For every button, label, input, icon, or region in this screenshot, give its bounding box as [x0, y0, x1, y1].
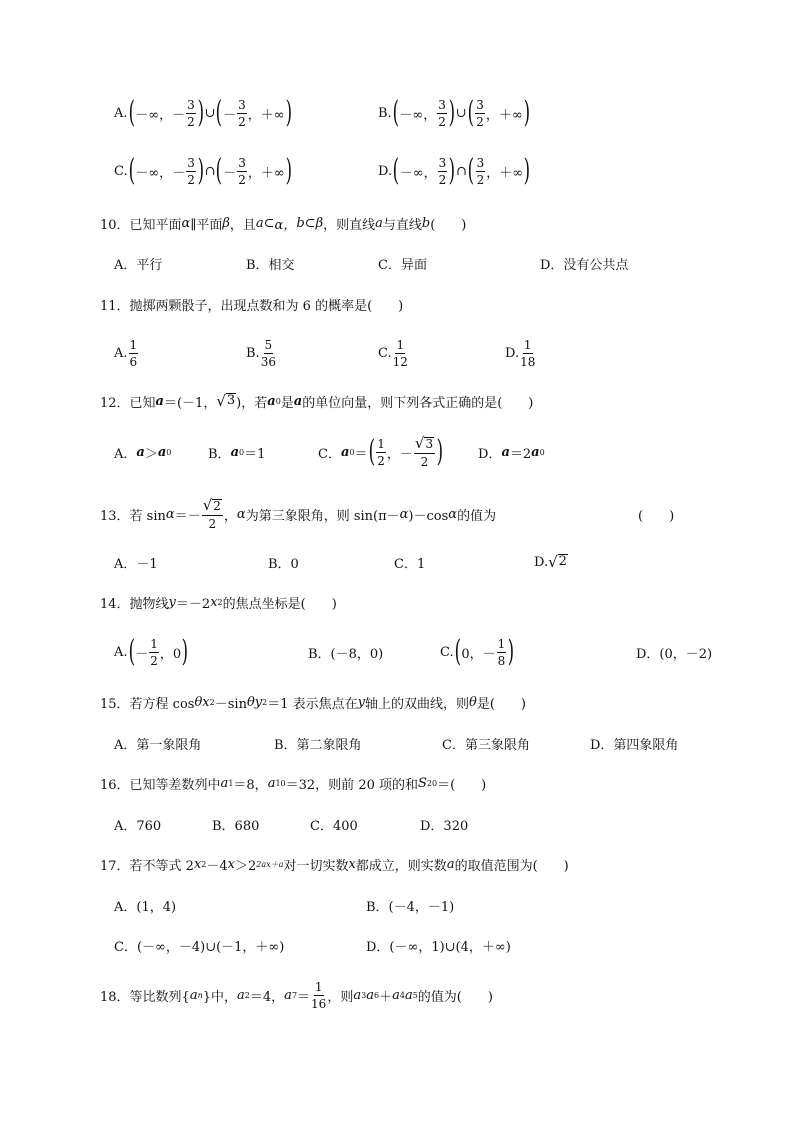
- q17-stem: 17．若不等式 2 x 2 －4 x ＞2 2ax＋a 对一切实数 x 都成立，则实数 a 的取值范围为( ): [100, 856, 569, 874]
- fraction: $\frac{3}{2}$: [476, 97, 484, 129]
- fraction: $\frac{3}{2}$: [238, 155, 246, 187]
- q17-options-cd: [0, 925, 794, 965]
- fraction: $\frac{3}{2}$: [187, 155, 195, 187]
- q13-option-a[interactable]: A．－1: [114, 556, 158, 572]
- fraction: $\frac{3}{2}$: [438, 97, 446, 129]
- q13-option-c[interactable]: C．1: [394, 556, 426, 572]
- q16-option-d[interactable]: D．320: [420, 818, 469, 834]
- q14-option-c[interactable]: C. ( 0，－ $\frac{1}{8}$ ): [440, 634, 515, 669]
- q15-options: [0, 723, 794, 763]
- fraction: $\frac{1}{16}$: [311, 979, 327, 1011]
- q16-option-b[interactable]: B．680: [212, 818, 260, 834]
- q10-stem: 10．已知平面 α ∥平面 β ，且 a ⊂ α， b ⊂ β ，则直线 a 与直线 b ( ): [100, 215, 467, 233]
- q15-stem: 15．若方程 cos θ x 2 －sin θ y 2 ＝1 表示焦点在 y 轴上的双曲线，则 θ 是( ): [100, 694, 526, 712]
- fraction: $\frac{1}{12}$: [392, 337, 408, 369]
- fraction: $\frac{3}{2}$: [187, 97, 195, 129]
- fraction: $\frac{1}{2}$: [377, 436, 385, 468]
- q12-option-a[interactable]: A． a ＞ a 0: [114, 444, 172, 462]
- q11-option-b[interactable]: B. $\frac{5}{36}$: [246, 337, 276, 369]
- q12-options: [0, 432, 794, 472]
- fraction: $\frac{5}{36}$: [260, 337, 276, 369]
- q17-option-b[interactable]: B．(－4，－1): [366, 899, 455, 915]
- q16-option-c[interactable]: C．400: [310, 818, 358, 834]
- fraction: $\frac{3}{2}$: [476, 155, 485, 187]
- q16-options: [0, 804, 794, 844]
- q10-option-b[interactable]: B．相交: [246, 257, 295, 273]
- q9-option-d[interactable]: D. ( －∞， $\frac{3}{2}$ ) ∩ ( $\frac{3}{2}$ ，＋∞ ): [378, 153, 531, 188]
- q16-stem: 16．已知等差数列中 a 1 ＝8， a 10 ＝32，则前 20 项的和 S 20 ＝( ): [100, 775, 487, 793]
- q14-options: [0, 632, 794, 672]
- q11-options: [0, 333, 794, 373]
- q17-option-a[interactable]: A．(1，4): [114, 899, 177, 915]
- sqrt: √ 3: [414, 434, 434, 452]
- q11-option-d[interactable]: D. $\frac{1}{18}$: [505, 337, 536, 369]
- q12-stem: 12．已知 a ＝(－1， √ 3 )，若 a 0 是 a 的单位向量，则下列各式正确的是( ): [100, 391, 534, 411]
- q9-row-ab: [0, 93, 794, 133]
- sqrt: √ 2: [202, 496, 221, 514]
- fraction: $\frac{1}{6}$: [129, 337, 138, 369]
- q10-option-c[interactable]: C．异面: [378, 257, 427, 273]
- q14-stem: 14．抛物线 y ＝－2 x 2 的焦点坐标是( ): [100, 594, 337, 612]
- q11-option-c[interactable]: C. $\frac{1}{12}$: [378, 337, 408, 369]
- q13-options: [0, 542, 794, 582]
- q11-option-a[interactable]: A. $\frac{1}{6}$: [114, 337, 138, 369]
- q14-option-b[interactable]: B．(－8，0): [308, 646, 384, 662]
- q10-options: [0, 243, 794, 283]
- q13-option-b[interactable]: B．0: [268, 556, 299, 572]
- q14-option-d[interactable]: D．(0，－2): [636, 646, 713, 662]
- q9-option-a[interactable]: A. ( －∞， － $\frac{3}{2}$ ) ∪ ( － $\frac{3}{2}$ ，＋∞ ): [114, 95, 292, 130]
- q12-option-d[interactable]: D． a ＝2 a 0: [478, 444, 545, 462]
- q17-option-d[interactable]: D．(－∞，1)∪(4，＋∞): [366, 939, 511, 955]
- fraction: $\frac{1}{8}$: [497, 636, 506, 668]
- sqrt: √ 2: [548, 552, 567, 571]
- q15-option-b[interactable]: B．第二象限角: [274, 737, 362, 753]
- q13-option-d[interactable]: D. √ 2: [534, 552, 567, 571]
- q14-option-a[interactable]: A. ( － $\frac{1}{2}$ ，0 ): [114, 634, 189, 669]
- fraction: √ 3 2: [414, 434, 434, 469]
- q11-stem: 11．抛掷两颗骰子，出现点数和为 6 的概率是( ): [100, 298, 404, 314]
- q18-stem: 18．等比数列{ a n }中， a 2 ＝4， a 7 ＝ $\frac{1}{16}$ ，则 a 3 a 6 ＋ a 4 a 5 的值为( ): [100, 979, 493, 1011]
- q15-option-a[interactable]: A．第一象限角: [114, 737, 202, 753]
- sqrt: √ 3: [216, 391, 236, 410]
- q9-option-c[interactable]: C. ( －∞， － $\frac{3}{2}$ ) ∩ ( － $\frac{3}{2}$ ，＋∞ ): [114, 153, 292, 188]
- fraction: $\frac{1}{18}$: [520, 337, 536, 369]
- q17-options-ab: [0, 885, 794, 925]
- q9-option-b[interactable]: B. ( －∞， $\frac{3}{2}$ ) ∪ ( $\frac{3}{2}$ ，＋∞ ): [378, 95, 530, 130]
- q10-option-a[interactable]: A．平行: [114, 257, 163, 273]
- q12-option-b[interactable]: B． a 0 ＝1: [208, 444, 266, 462]
- q17-option-c[interactable]: C．(－∞，－4)∪(－1，＋∞): [114, 939, 285, 955]
- fraction: $\frac{1}{2}$: [150, 636, 158, 668]
- q10-option-d[interactable]: D．没有公共点: [540, 257, 629, 273]
- fraction: $\frac{3}{2}$: [438, 155, 447, 187]
- q9-row-cd: [0, 151, 794, 191]
- answer-blank: ( ): [638, 508, 675, 524]
- q13-stem: 13．若 sin α ＝－ √ 2 2 ， α 为第三象限角，则 sin(π－ α )－cos α 的值为 ( ): [0, 494, 794, 534]
- q15-option-d[interactable]: D．第四象限角: [590, 737, 679, 753]
- q15-option-c[interactable]: C．第三象限角: [442, 737, 530, 753]
- q16-option-a[interactable]: A．760: [114, 818, 162, 834]
- fraction: $\frac{3}{2}$: [238, 97, 246, 129]
- q12-option-c[interactable]: C． a 0 ＝ ( $\frac{1}{2}$ ，－ √ 3 2 ): [318, 434, 444, 469]
- answer-blank: ( ): [430, 217, 467, 233]
- fraction: √ 2 2: [202, 496, 221, 531]
